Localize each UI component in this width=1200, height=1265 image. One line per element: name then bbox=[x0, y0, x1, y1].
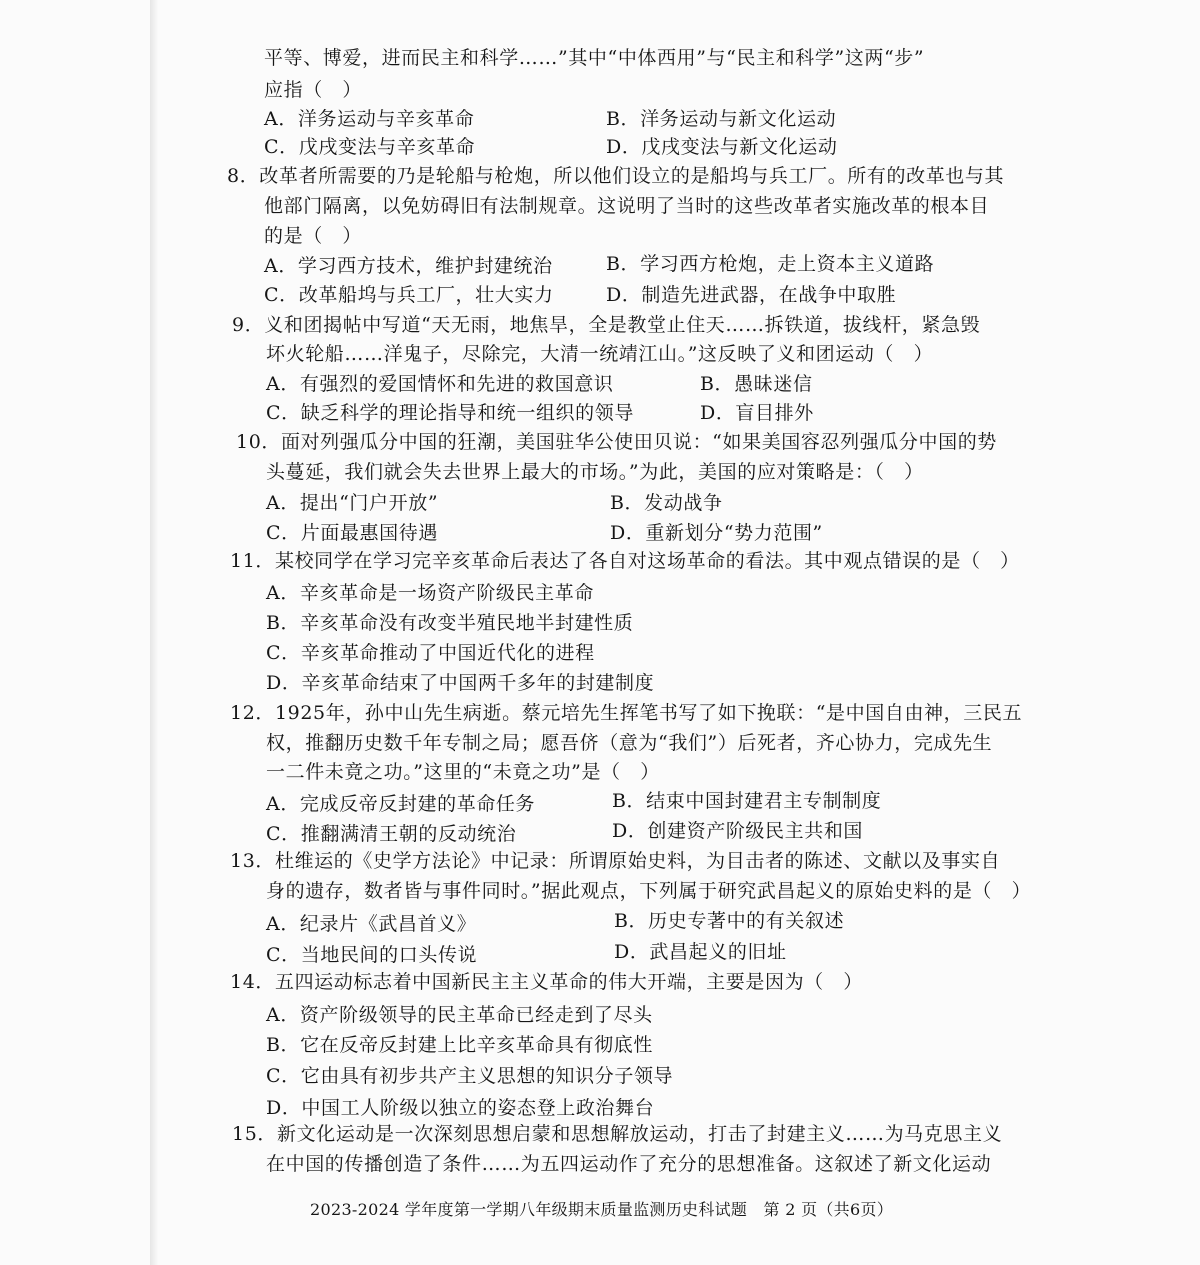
option-c: C．戊戌变法与辛亥革命 bbox=[264, 136, 476, 158]
question-stem-line: 权，推翻历史数千年专制之局；愿吾侪（意为“我们”）后死者，齐心协力，完成先生 bbox=[266, 732, 993, 754]
option-d: D．武昌起义的旧址 bbox=[614, 941, 787, 963]
option-d: D．重新划分“势力范围” bbox=[610, 522, 823, 544]
option-b: B．愚昧迷信 bbox=[700, 373, 813, 395]
option-b: B．发动战争 bbox=[610, 492, 723, 514]
question-stem-line: 12．1925年，孙中山先生病逝。蔡元培先生挥笔书写了如下挽联：“是中国自由神，三民五 bbox=[230, 702, 1023, 724]
question-stem-line: 13．杜维运的《史学方法论》中记录：所谓原始史料，为目击者的陈述、文献以及事实自 bbox=[230, 850, 1001, 872]
option-c: C．推翻满清王朝的反动统治 bbox=[266, 823, 517, 845]
question-stem-line: 的是（ ） bbox=[264, 225, 363, 247]
question-stem-line: 15．新文化运动是一次深刻思想启蒙和思想解放运动，打击了封建主义……为马克思主义 bbox=[232, 1123, 1003, 1145]
question-stem-line: 9．义和团揭帖中写道“天无雨，地焦旱，全是教堂止住天……拆铁道，拔线杆，紧急毁 bbox=[232, 314, 981, 336]
option-a: A．纪录片《武昌首义》 bbox=[266, 913, 477, 935]
page-fold-shadow bbox=[150, 0, 158, 1265]
option-b: B．结束中国封建君主专制制度 bbox=[612, 790, 882, 812]
question-stem-line: 身的遗存，数者皆与事件同时。”据此观点，下列属于研究武昌起义的原始史料的是（ ） bbox=[266, 880, 1032, 902]
option-c: C．片面最惠国待遇 bbox=[266, 522, 438, 544]
question-stem-line: 应指（ ） bbox=[264, 79, 363, 101]
option-d: D．戊戌变法与新文化运动 bbox=[606, 136, 838, 158]
option-b: B．它在反帝反封建上比辛亥革命具有彻底性 bbox=[266, 1034, 653, 1056]
option-c: C．改革船坞与兵工厂，壮大实力 bbox=[264, 284, 554, 306]
option-b: B．历史专著中的有关叙述 bbox=[614, 910, 845, 932]
question-stem-line: 14．五四运动标志着中国新民主主义革命的伟大开端，主要是因为（ ） bbox=[230, 971, 863, 993]
option-a: A．辛亥革命是一场资产阶级民主革命 bbox=[266, 582, 594, 604]
option-c: C．缺乏科学的理论指导和统一组织的领导 bbox=[266, 402, 634, 424]
question-stem-line: 坏火轮船……洋鬼子，尽除完，大清一统靖江山。”这反映了义和团运动（ ） bbox=[266, 343, 934, 365]
question-stem-line: 10．面对列强瓜分中国的狂潮，美国驻华公使田贝说：“如果美国容忍列强瓜分中国的势 bbox=[236, 431, 997, 453]
option-d: D．辛亥革命结束了中国两千多年的封建制度 bbox=[266, 672, 655, 694]
option-c: C．它由具有初步共产主义思想的知识分子领导 bbox=[266, 1065, 674, 1087]
option-a: A．学习西方技术，维护封建统治 bbox=[264, 255, 553, 277]
option-b: B．学习西方枪炮，走上资本主义道路 bbox=[606, 253, 935, 275]
question-stem-line: 在中国的传播创造了条件……为五四运动作了充分的思想准备。这叙述了新文化运动 bbox=[266, 1153, 992, 1175]
question-stem-line: 一二件未竟之功。”这里的“未竟之功”是（ ） bbox=[266, 761, 660, 783]
option-a: A．提出“门户开放” bbox=[266, 492, 439, 514]
page-footer: 2023-2024 学年度第一学期八年级期末质量监测历史科试题 第 2 页（共6页） bbox=[310, 1200, 894, 1219]
option-b: B．洋务运动与新文化运动 bbox=[606, 108, 837, 130]
question-stem-line: 11．某校同学在学习完辛亥革命后表达了各自对这场革命的看法。其中观点错误的是（ ） bbox=[230, 550, 1020, 572]
option-c: C．当地民间的口头传说 bbox=[266, 944, 478, 966]
option-a: A．资产阶级领导的民主革命已经走到了尽头 bbox=[266, 1004, 653, 1026]
option-d: D．中国工人阶级以独立的姿态登上政治舞台 bbox=[266, 1097, 655, 1119]
option-a: A．洋务运动与辛亥革命 bbox=[264, 108, 475, 130]
question-stem-line: 平等、博爱，进而民主和科学……”其中“中体西用”与“民主和科学”这两“步” bbox=[264, 47, 925, 69]
option-a: A．有强烈的爱国情怀和先进的救国意识 bbox=[266, 373, 614, 395]
option-b: B．辛亥革命没有改变半殖民地半封建性质 bbox=[266, 612, 634, 634]
option-d: D．制造先进武器，在战争中取胜 bbox=[606, 284, 897, 306]
option-d: D．盲目排外 bbox=[700, 402, 814, 424]
question-stem-line: 8．改革者所需要的乃是轮船与枪炮，所以他们设立的是船坞与兵工厂。所有的改革也与其 bbox=[227, 165, 1005, 187]
question-stem-line: 他部门隔离，以免妨碍旧有法制规章。这说明了当时的这些改革者实施改革的根本目 bbox=[264, 195, 990, 217]
option-c: C．辛亥革命推动了中国近代化的进程 bbox=[266, 642, 595, 664]
option-d: D．创建资产阶级民主共和国 bbox=[612, 820, 864, 842]
question-stem-line: 头蔓延，我们就会失去世界上最大的市场。”为此，美国的应对策略是：（ ） bbox=[266, 461, 924, 483]
option-a: A．完成反帝反封建的革命任务 bbox=[266, 793, 536, 815]
